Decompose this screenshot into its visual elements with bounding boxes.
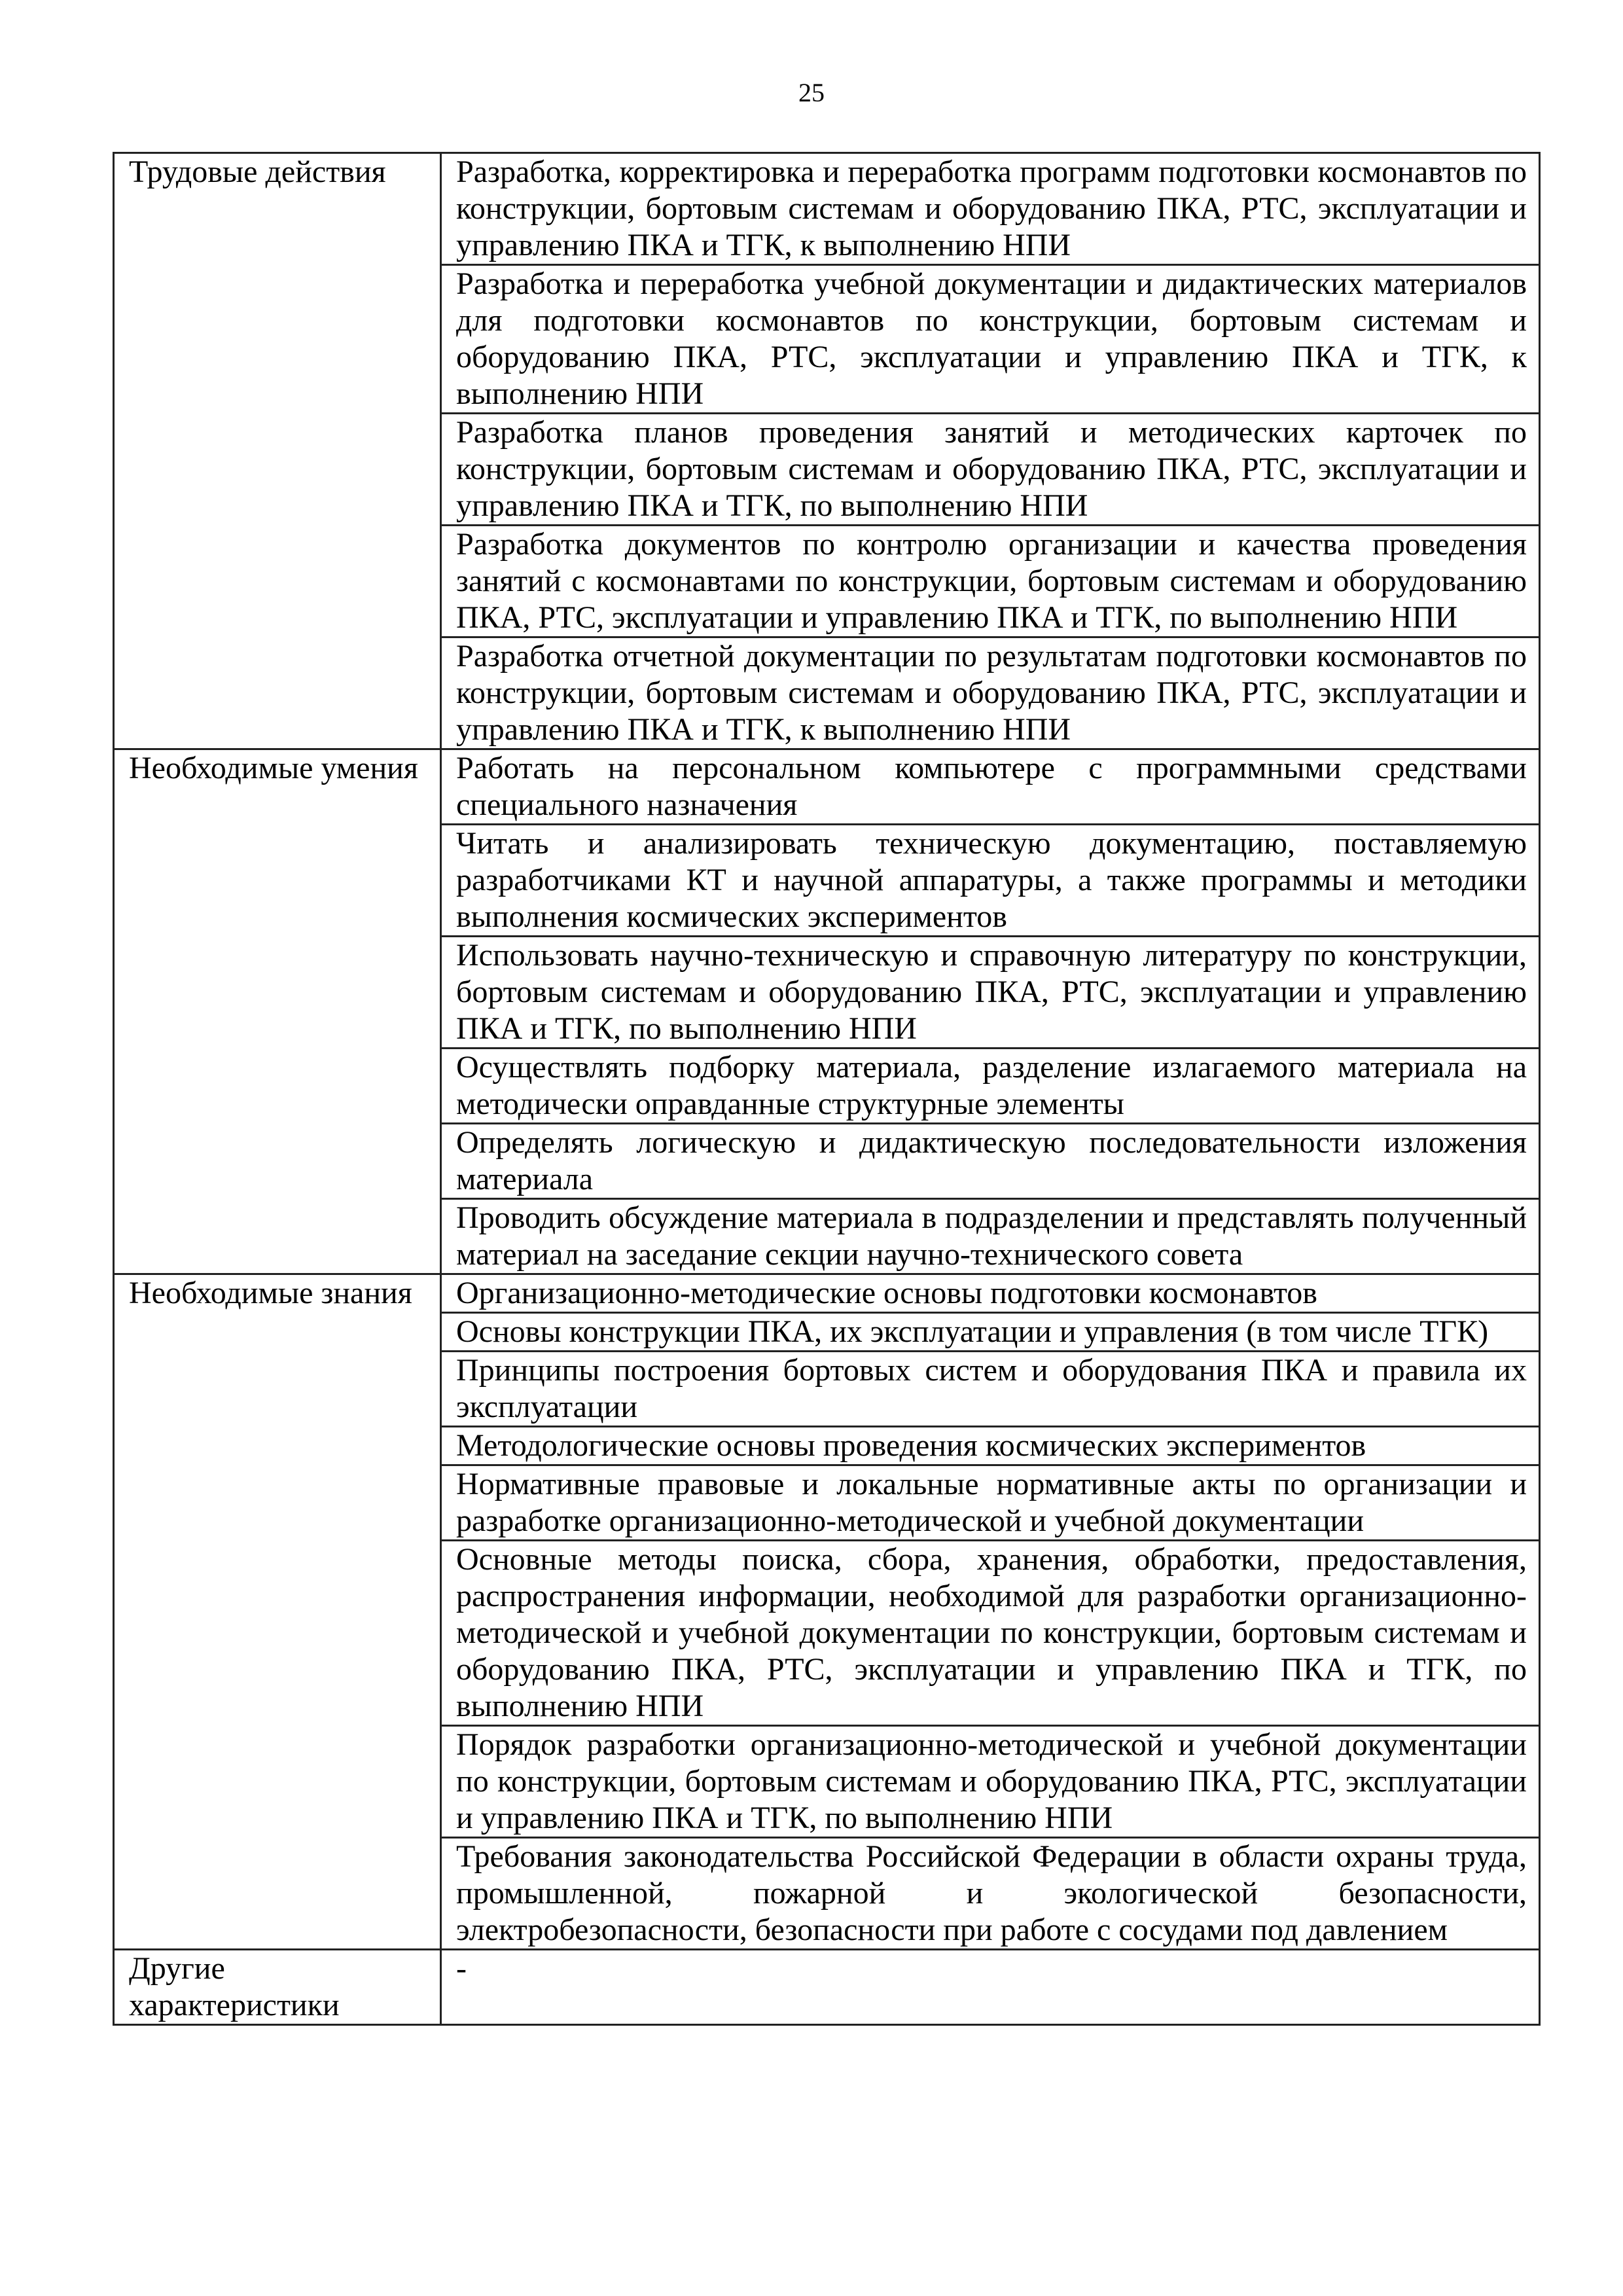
knowledge-item: Порядок разработки организационно-методической и учебной документации по конструкции, бортовым системам и оборудованию ПКА, РТС, эксплуатации и управлению ПКА и ТГК, по выполнению НПИ [441,1726,1540,1838]
skill-item: Проводить обсуждение материала в подразделении и представлять полученный материал на заседание секции научно-технического совета [441,1199,1540,1274]
knowledge-item: Основы конструкции ПКА, их эксплуатации и управления (в том числе ТГК) [441,1313,1540,1352]
labor-action-item: Разработка, корректировка и переработка программ подготовки космонавтов по конструкции, бортовым системам и оборудованию ПКА, РТС, эксплуатации и управлению ПКА и ТГК, к выполнению НПИ [441,153,1540,265]
table-row [114,1274,1540,1313]
knowledge-item: Нормативные правовые и локальные нормативные акты по организации и разработке организационно-методической и учебной документации [441,1465,1540,1541]
labor-action-item: Разработка и переработка учебной документации и дидактических материалов для подготовки космонавтов по конструкции, бортовым системам и оборудованию ПКА, РТС, эксплуатации и управлению ПКА и ТГК, к выполнению НПИ [441,265,1540,414]
other-characteristic-item: - [441,1950,1540,2025]
table-row [114,749,1540,825]
knowledge-item: Методологические основы проведения космических экспериментов [441,1427,1540,1465]
skill-item: Использовать научно-техническую и справочную литературу по конструкции, бортовым системам и оборудованию ПКА, РТС, эксплуатации и управлению ПКА и ТГК, по выполнению НПИ [441,937,1540,1049]
skill-item: Читать и анализировать техническую документацию, поставляемую разработчиками КТ и научной аппаратуры, а также программы и методики выполнения космических экспериментов [441,825,1540,937]
section-label-other-characteristics: Другие характеристики [114,1950,441,2025]
knowledge-item: Требования законодательства Российской Федерации в области охраны труда, промышленной, пожарной и экологической безопасности, электробезопасности, безопасности при работе с сосудами под давлением [441,1838,1540,1950]
table-row [114,1950,1540,2025]
section-label-required-skills: Необходимые умения [114,749,441,1274]
knowledge-item: Принципы построения бортовых систем и оборудования ПКА и правила их эксплуатации [441,1352,1540,1427]
labor-action-item: Разработка планов проведения занятий и методических карточек по конструкции, бортовым системам и оборудованию ПКА, РТС, эксплуатации и управлению ПКА и ТГК, по выполнению НПИ [441,414,1540,526]
knowledge-item: Основные методы поиска, сбора, хранения, обработки, предоставления, распространения информации, необходимой для разработки организационно-методической и учебной документации по конструкции, бортовым системам и оборудованию ПКА, РТС, эксплуатации и управлению ПКА и ТГК, по выполнению НПИ [441,1541,1540,1726]
section-label-required-knowledge: Необходимые знания [114,1274,441,1950]
section-label-labor-actions: Трудовые действия [114,153,441,749]
skill-item: Работать на персональном компьютере с программными средствами специального назначения [441,749,1540,825]
labor-action-item: Разработка отчетной документации по результатам подготовки космонавтов по конструкции, бортовым системам и оборудованию ПКА, РТС, эксплуатации и управлению ПКА и ТГК, к выполнению НПИ [441,637,1540,749]
skill-item: Определять логическую и дидактическую последовательности изложения материала [441,1124,1540,1199]
page-number: 25 [798,78,825,107]
characteristics-table [113,152,1541,2026]
table-row [114,153,1540,265]
labor-action-item: Разработка документов по контролю организации и качества проведения занятий с космонавтами по конструкции, бортовым системам и оборудованию ПКА, РТС, эксплуатации и управлению ПКА и ТГК, по выполнению НПИ [441,526,1540,637]
skill-item: Осуществлять подборку материала, разделение излагаемого материала на методически оправданные структурные элементы [441,1049,1540,1124]
knowledge-item: Организационно-методические основы подготовки космонавтов [441,1274,1540,1313]
